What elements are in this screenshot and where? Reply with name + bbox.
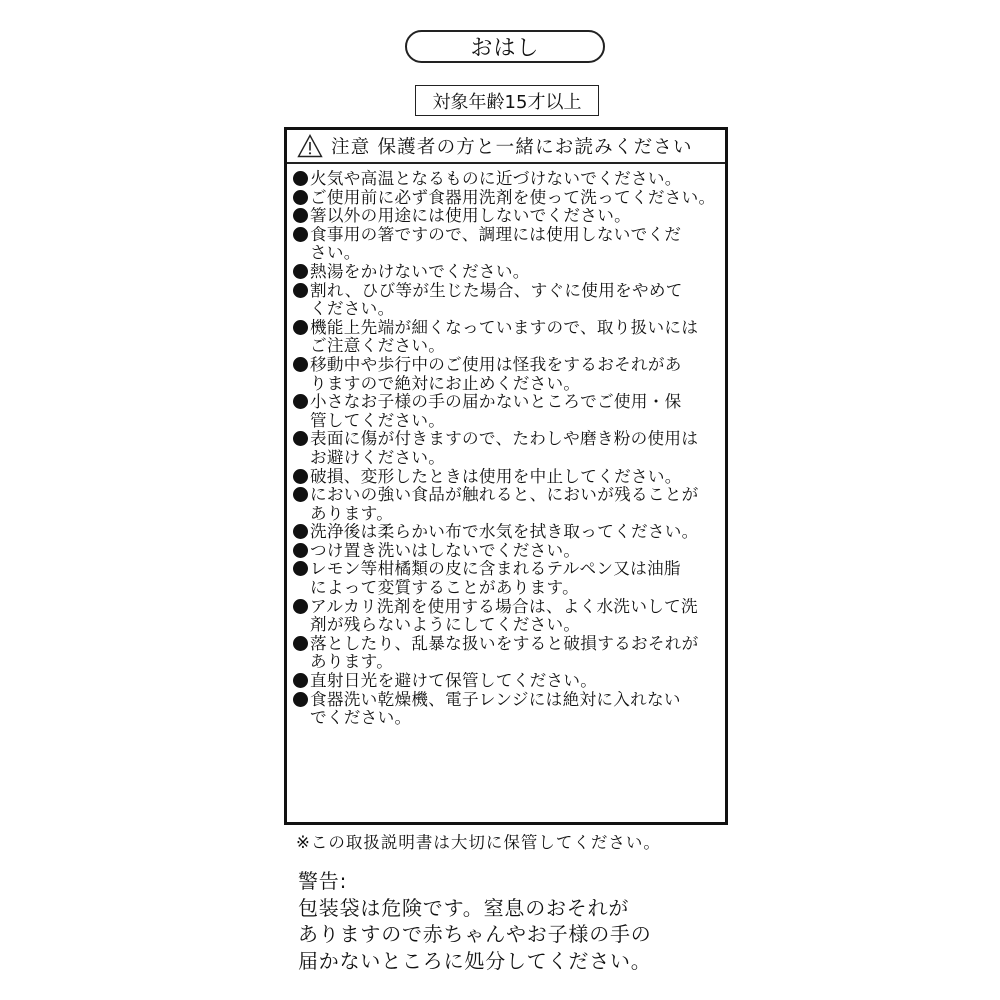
caution-item [293, 486, 725, 523]
caution-item-line: 管してください。 [310, 410, 446, 430]
caution-item-line: 箸以外の用途には使用しないでください。 [310, 206, 631, 226]
caution-item-line: あります。 [310, 652, 394, 672]
bullet-icon [293, 207, 310, 226]
bullet-icon [293, 486, 310, 523]
caution-item [293, 170, 725, 189]
caution-item-line: つけ置き洗いはしないでください。 [310, 540, 581, 560]
bullet-icon [293, 635, 310, 672]
caution-item-line: 移動中や歩行中のご使用は怪我をするおそれがあ [310, 354, 682, 374]
caution-item-line: あります。 [310, 503, 394, 523]
caution-item [293, 319, 725, 356]
bullet-icon [293, 430, 310, 467]
warning-triangle-icon [297, 134, 323, 158]
caution-item-line: ください。 [310, 299, 395, 319]
bullet-icon [293, 319, 310, 356]
caution-item-line: さい。 [310, 243, 361, 263]
caution-box [284, 127, 728, 825]
keep-manual-note: ※この取扱説明書は大切に保管してください。 [296, 833, 661, 852]
caution-item-line: においの強い食品が触れると、においが残ることが [310, 485, 699, 505]
bullet-icon [293, 189, 310, 208]
caution-item [293, 393, 725, 430]
caution-item [293, 356, 725, 393]
caution-item-line: 表面に傷が付きますので、たわしや磨き粉の使用は [310, 429, 699, 449]
product-name: おはし [470, 36, 540, 61]
bullet-icon [293, 282, 310, 319]
warning-line: ありますので赤ちゃんやお子様の手の [298, 922, 652, 946]
caution-item-line: 直射日光を避けて保管してください。 [310, 671, 598, 691]
caution-item [293, 468, 725, 487]
caution-item [293, 691, 725, 728]
age-label-box [415, 85, 599, 116]
caution-item-line: 小さなお子様の手の届かないところでご使用・保 [310, 392, 682, 412]
warning-section [298, 868, 652, 974]
product-name-label [405, 30, 605, 63]
caution-item [293, 282, 725, 319]
caution-list [287, 164, 725, 728]
caution-item-line: ご使用前に必ず食器用洗剤を使って洗ってください。 [310, 187, 716, 207]
caution-item-line: 剤が残らないようにしてください。 [310, 615, 581, 635]
caution-item [293, 598, 725, 635]
caution-item-line: 割れ、ひび等が生じた場合、すぐに使用をやめて [310, 280, 683, 300]
bullet-icon [293, 170, 310, 189]
bullet-icon [293, 691, 310, 728]
bullet-icon [293, 598, 310, 635]
caution-item [293, 226, 725, 263]
bullet-icon [293, 263, 310, 282]
bullet-icon [293, 393, 310, 430]
caution-item [293, 523, 725, 542]
caution-item-line: 食事用の箸ですので、調理には使用しないでくだ [310, 224, 682, 244]
bullet-icon [293, 356, 310, 393]
caution-header-text: 注意 保護者の方と一緒にお読みください [331, 137, 693, 158]
caution-item [293, 560, 725, 597]
caution-item [293, 207, 725, 226]
caution-item [293, 189, 725, 208]
age-label: 対象年齢15才以上 [432, 91, 582, 113]
caution-item [293, 542, 725, 561]
caution-item-line: 火気や高温となるものに近づけないでください。 [310, 169, 682, 188]
bullet-icon [293, 542, 310, 561]
caution-item [293, 672, 725, 691]
caution-item-line: アルカリ洗剤を使用する場合は、よく水洗いして洗 [310, 596, 698, 616]
bullet-icon [293, 523, 310, 542]
warning-title: 警告: [298, 869, 348, 893]
warning-line: 包装袋は危険です。窒息のおそれが [298, 895, 630, 920]
caution-item-line: によって変質することがあります。 [310, 578, 579, 598]
caution-item-line: 破損、変形したときは使用を中止してください。 [310, 466, 682, 486]
caution-item [293, 430, 725, 467]
caution-item-line: 熱湯をかけないでください。 [310, 261, 530, 281]
bullet-icon [293, 468, 310, 487]
caution-item-line: 落としたり、乱暴な扱いをすると破損するおそれが [310, 633, 699, 653]
caution-item-line: ご注意ください。 [310, 336, 446, 356]
caution-header [287, 130, 725, 164]
caution-item-line: 食器洗い乾燥機、電子レンジには絶対に入れない [310, 689, 681, 709]
caution-item-line: 機能上先端が細くなっていますので、取り扱いには [310, 317, 699, 337]
caution-item-line: レモン等柑橘類の皮に含まれるテルペン又は油脂 [310, 559, 681, 579]
warning-line: 届かないところに処分してください。 [298, 948, 652, 973]
bullet-icon [293, 560, 310, 597]
caution-item [293, 263, 725, 282]
caution-item-line: でください。 [310, 708, 412, 728]
bullet-icon [293, 672, 310, 691]
caution-item-line: りますので絶対にお止めください。 [310, 373, 581, 393]
caution-item-line: お避けください。 [310, 447, 446, 467]
bullet-icon [293, 226, 310, 263]
caution-item-line: 洗浄後は柔らかい布で水気を拭き取ってください。 [310, 522, 699, 542]
caution-item [293, 635, 725, 672]
